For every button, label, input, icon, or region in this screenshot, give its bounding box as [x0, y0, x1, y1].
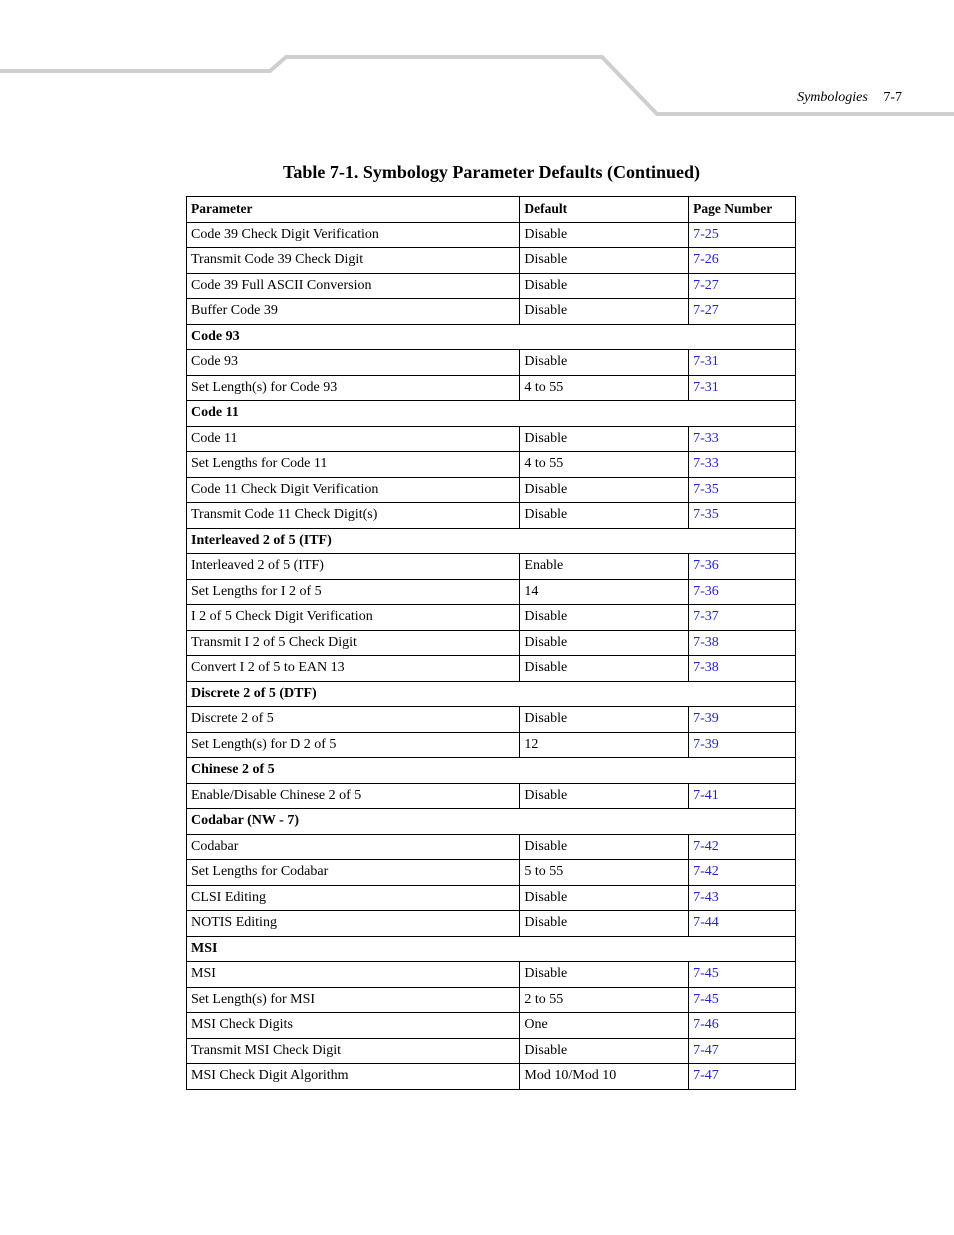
table-row: [187, 273, 796, 299]
page-link[interactable]: 7-33: [693, 430, 719, 446]
default-cell: Disable: [520, 248, 689, 274]
table-row: [187, 426, 796, 452]
default-cell: Disable: [520, 605, 689, 631]
default-cell: Disable: [520, 656, 689, 682]
default-cell: 2 to 55: [520, 987, 689, 1013]
page-link[interactable]: 7-27: [693, 277, 719, 293]
parameter-cell: Code 11: [187, 426, 520, 452]
section-heading: Code 11: [187, 401, 796, 427]
table-row: [187, 1038, 796, 1064]
default-cell: Disable: [520, 911, 689, 937]
table-row: [187, 962, 796, 988]
table-section-row: [187, 809, 796, 835]
table-row: [187, 911, 796, 937]
default-cell: Disable: [520, 630, 689, 656]
table-header-row: [187, 197, 796, 223]
section-heading: Interleaved 2 of 5 (ITF): [187, 528, 796, 554]
table-title: Table 7-1. Symbology Parameter Defaults (Continued): [283, 162, 700, 182]
page-number-cell: [689, 299, 796, 325]
default-cell: Disable: [520, 1038, 689, 1064]
page-number-cell: [689, 503, 796, 529]
default-cell: Disable: [520, 477, 689, 503]
default-cell: Disable: [520, 885, 689, 911]
page-number-cell: [689, 426, 796, 452]
parameter-cell: Enable/Disable Chinese 2 of 5: [187, 783, 520, 809]
page-link[interactable]: 7-26: [693, 252, 719, 268]
page-number-cell: [689, 477, 796, 503]
column-header-default: Default: [520, 197, 689, 223]
table-row: [187, 579, 796, 605]
parameter-cell: Discrete 2 of 5: [187, 707, 520, 733]
table-row: [187, 605, 796, 631]
parameter-cell: NOTIS Editing: [187, 911, 520, 937]
page-link[interactable]: 7-33: [693, 456, 719, 472]
page-link[interactable]: 7-42: [693, 838, 719, 854]
parameter-cell: Set Length(s) for MSI: [187, 987, 520, 1013]
parameter-cell: Convert I 2 of 5 to EAN 13: [187, 656, 520, 682]
page-number-cell: [689, 273, 796, 299]
table-row: [187, 554, 796, 580]
table-section-row: [187, 758, 796, 784]
parameter-cell: Transmit MSI Check Digit: [187, 1038, 520, 1064]
page-number-cell: [689, 1064, 796, 1090]
page-number-cell: [689, 911, 796, 937]
default-cell: 14: [520, 579, 689, 605]
parameter-cell: Code 39 Check Digit Verification: [187, 222, 520, 248]
page-number-cell: [689, 860, 796, 886]
page-number-cell: [689, 248, 796, 274]
parameter-cell: Code 93: [187, 350, 520, 376]
page-link[interactable]: 7-35: [693, 481, 719, 497]
parameter-cell: Interleaved 2 of 5 (ITF): [187, 554, 520, 580]
section-name: Symbologies: [797, 90, 868, 105]
page-number-cell: [689, 707, 796, 733]
page-link[interactable]: 7-47: [693, 1042, 719, 1058]
parameter-cell: Set Length(s) for D 2 of 5: [187, 732, 520, 758]
table-row: [187, 707, 796, 733]
page-link[interactable]: 7-37: [693, 609, 719, 625]
parameter-cell: MSI: [187, 962, 520, 988]
page-number-cell: [689, 579, 796, 605]
page-number-cell: [689, 962, 796, 988]
table-row: [187, 656, 796, 682]
page-link[interactable]: 7-31: [693, 379, 719, 395]
page-number-cell: [689, 630, 796, 656]
table-row: [187, 375, 796, 401]
table-row: [187, 222, 796, 248]
parameter-cell: Transmit Code 11 Check Digit(s): [187, 503, 520, 529]
parameter-cell: MSI Check Digits: [187, 1013, 520, 1039]
column-header-page-number: Page Number: [689, 197, 796, 223]
table-row: [187, 350, 796, 376]
table-row: [187, 1064, 796, 1090]
parameter-cell: I 2 of 5 Check Digit Verification: [187, 605, 520, 631]
page-link[interactable]: 7-45: [693, 966, 719, 982]
section-heading: MSI: [187, 936, 796, 962]
parameter-cell: MSI Check Digit Algorithm: [187, 1064, 520, 1090]
page-number-cell: [689, 987, 796, 1013]
default-cell: Disable: [520, 503, 689, 529]
default-cell: 12: [520, 732, 689, 758]
page-link[interactable]: 7-45: [693, 991, 719, 1007]
page-link[interactable]: 7-31: [693, 354, 719, 370]
default-cell: Disable: [520, 273, 689, 299]
table-section-row: [187, 324, 796, 350]
page-link[interactable]: 7-36: [693, 558, 719, 574]
default-cell: 5 to 55: [520, 860, 689, 886]
parameter-defaults-table: [186, 196, 796, 1090]
page-number-cell: [689, 375, 796, 401]
table-section-row: [187, 936, 796, 962]
page-number-cell: [689, 1038, 796, 1064]
page-link[interactable]: 7-43: [693, 889, 719, 905]
table-row: [187, 732, 796, 758]
table-row: [187, 299, 796, 325]
page-link[interactable]: 7-25: [693, 226, 719, 242]
parameter-cell: CLSI Editing: [187, 885, 520, 911]
default-cell: One: [520, 1013, 689, 1039]
parameter-cell: Transmit Code 39 Check Digit: [187, 248, 520, 274]
page-link[interactable]: 7-38: [693, 634, 719, 650]
table-row: [187, 987, 796, 1013]
default-cell: Enable: [520, 554, 689, 580]
page-link[interactable]: 7-39: [693, 736, 719, 752]
page-number-cell: [689, 732, 796, 758]
default-cell: 4 to 55: [520, 375, 689, 401]
parameter-cell: Transmit I 2 of 5 Check Digit: [187, 630, 520, 656]
page-number: 7-7: [883, 90, 902, 105]
page-link[interactable]: 7-46: [693, 1017, 719, 1033]
page-link[interactable]: 7-27: [693, 303, 719, 319]
parameter-cell: Code 11 Check Digit Verification: [187, 477, 520, 503]
table-section-row: [187, 401, 796, 427]
parameter-cell: Set Lengths for Codabar: [187, 860, 520, 886]
default-cell: Disable: [520, 426, 689, 452]
section-heading: Discrete 2 of 5 (DTF): [187, 681, 796, 707]
default-cell: Disable: [520, 962, 689, 988]
page-link[interactable]: 7-41: [693, 787, 719, 803]
default-cell: Disable: [520, 783, 689, 809]
page-link[interactable]: 7-44: [693, 915, 719, 931]
parameter-cell: Set Length(s) for Code 93: [187, 375, 520, 401]
section-heading: Code 93: [187, 324, 796, 350]
table-row: [187, 630, 796, 656]
parameter-cell: Set Lengths for Code 11: [187, 452, 520, 478]
table-row: [187, 1013, 796, 1039]
table-row: [187, 860, 796, 886]
table-row: [187, 503, 796, 529]
page-number-cell: [689, 1013, 796, 1039]
page-number-cell: [689, 605, 796, 631]
page-number-cell: [689, 783, 796, 809]
table-row: [187, 834, 796, 860]
default-cell: Disable: [520, 834, 689, 860]
running-head: [797, 90, 902, 106]
column-header-parameter: Parameter: [187, 197, 520, 223]
page-number-cell: [689, 656, 796, 682]
page-link[interactable]: 7-42: [693, 864, 719, 880]
page-link[interactable]: 7-35: [693, 507, 719, 523]
default-cell: Disable: [520, 299, 689, 325]
default-cell: 4 to 55: [520, 452, 689, 478]
page-number-cell: [689, 452, 796, 478]
parameter-cell: Code 39 Full ASCII Conversion: [187, 273, 520, 299]
page-number-cell: [689, 554, 796, 580]
page-link[interactable]: 7-39: [693, 711, 719, 727]
table-section-row: [187, 528, 796, 554]
page-link[interactable]: 7-36: [693, 583, 719, 599]
table-section-row: [187, 681, 796, 707]
table-row: [187, 477, 796, 503]
parameter-cell: Codabar: [187, 834, 520, 860]
parameter-cell: Buffer Code 39: [187, 299, 520, 325]
default-cell: Mod 10/Mod 10: [520, 1064, 689, 1090]
page-link[interactable]: 7-38: [693, 660, 719, 676]
page-number-cell: [689, 885, 796, 911]
section-heading: Codabar (NW - 7): [187, 809, 796, 835]
section-heading: Chinese 2 of 5: [187, 758, 796, 784]
table-row: [187, 452, 796, 478]
table-row: [187, 248, 796, 274]
page-link[interactable]: 7-47: [693, 1068, 719, 1084]
page-number-cell: [689, 222, 796, 248]
page-number-cell: [689, 350, 796, 376]
table-row: [187, 783, 796, 809]
page-number-cell: [689, 834, 796, 860]
default-cell: Disable: [520, 707, 689, 733]
table-row: [187, 885, 796, 911]
default-cell: Disable: [520, 350, 689, 376]
parameter-cell: Set Lengths for I 2 of 5: [187, 579, 520, 605]
default-cell: Disable: [520, 222, 689, 248]
